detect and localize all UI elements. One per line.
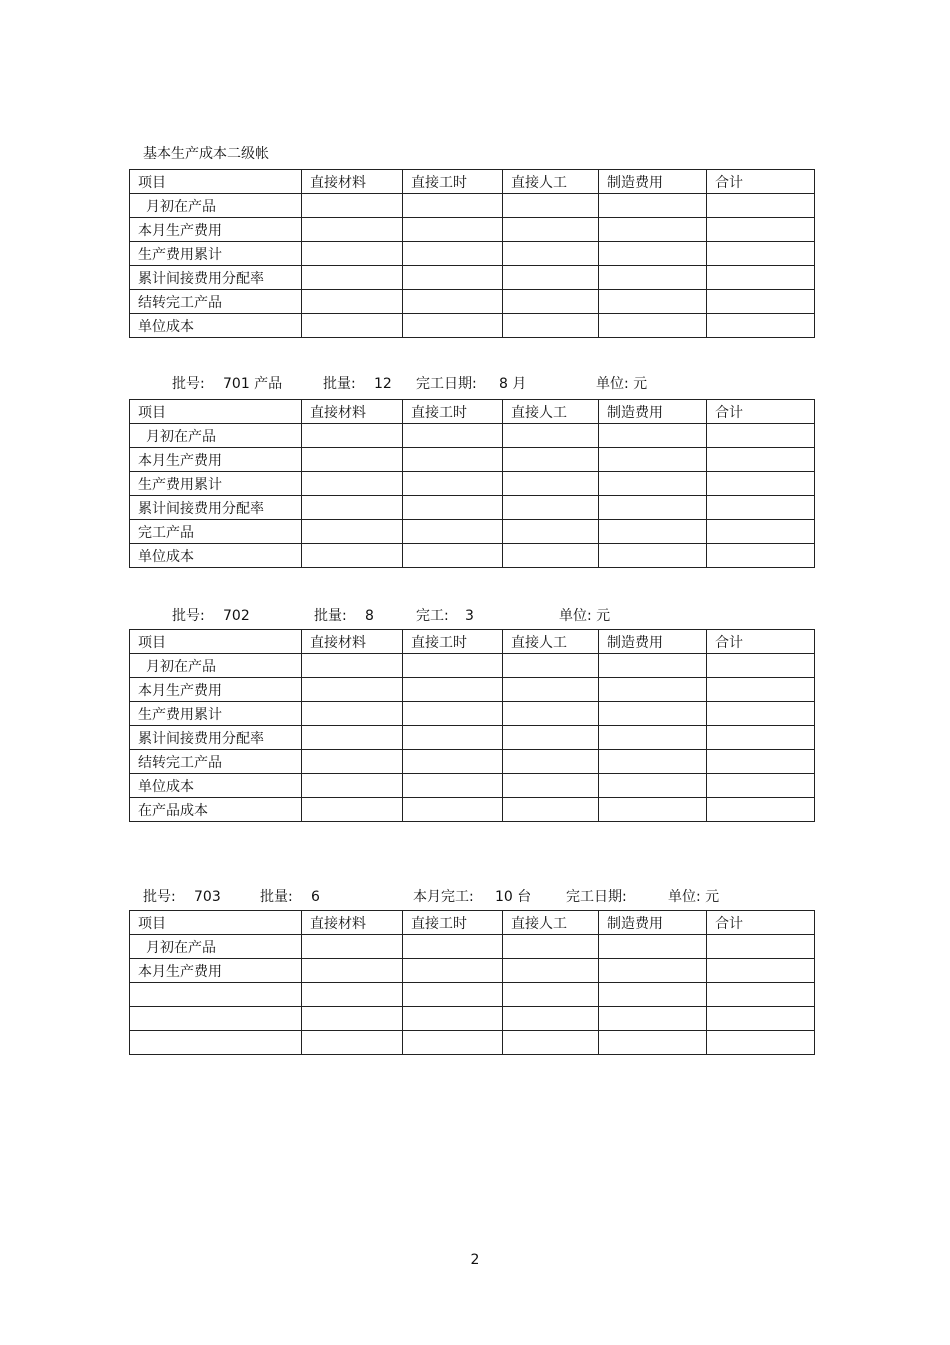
table-cell xyxy=(599,654,707,678)
table-cell xyxy=(599,726,707,750)
table-cell xyxy=(302,654,403,678)
table-cell xyxy=(599,218,707,242)
table-header-row xyxy=(130,400,815,424)
row-label: 结转完工产品 xyxy=(130,750,302,774)
table-row xyxy=(130,654,815,678)
section3-batch-label: 批号: xyxy=(172,608,205,624)
table-cell xyxy=(403,726,503,750)
table-cell xyxy=(302,472,403,496)
table-cell xyxy=(599,242,707,266)
table-cell xyxy=(302,194,403,218)
row-label: 累计间接费用分配率 xyxy=(130,726,302,750)
section3-qty-label: 批量: xyxy=(314,608,347,624)
row-label: 月初在产品 xyxy=(130,654,302,678)
row-label xyxy=(130,983,302,1007)
column-header: 制造费用 xyxy=(599,911,707,935)
column-header: 直接工时 xyxy=(403,400,503,424)
section2-date: 8 月 xyxy=(499,376,527,392)
column-header: 直接工时 xyxy=(403,170,503,194)
table-cell xyxy=(403,520,503,544)
table-cell xyxy=(503,496,599,520)
table-cell xyxy=(302,1031,403,1055)
table-cell xyxy=(302,520,403,544)
section2-date-label: 完工日期: xyxy=(416,376,477,392)
table-cell xyxy=(503,218,599,242)
section2-qty: 12 xyxy=(374,376,392,392)
table-cell xyxy=(302,290,403,314)
table-row xyxy=(130,496,815,520)
table-cell xyxy=(599,750,707,774)
table-cell xyxy=(503,472,599,496)
table-cell xyxy=(599,314,707,338)
table-cell xyxy=(302,983,403,1007)
table-cell xyxy=(503,194,599,218)
section3-qty: 8 xyxy=(365,608,374,624)
column-header: 制造费用 xyxy=(599,630,707,654)
table-cell xyxy=(503,774,599,798)
table-cell xyxy=(707,290,815,314)
table-cell xyxy=(403,798,503,822)
table-cell xyxy=(599,194,707,218)
table-cell xyxy=(503,798,599,822)
table-cell xyxy=(302,750,403,774)
section3-done-label: 完工: xyxy=(416,608,449,624)
row-label: 单位成本 xyxy=(130,314,302,338)
section1-table xyxy=(129,169,815,338)
table-cell xyxy=(503,1007,599,1031)
table-cell xyxy=(707,983,815,1007)
table-cell xyxy=(599,448,707,472)
table-cell xyxy=(707,654,815,678)
table-cell xyxy=(599,935,707,959)
table-cell xyxy=(302,496,403,520)
table-cell xyxy=(707,218,815,242)
table-cell xyxy=(503,678,599,702)
column-header: 项目 xyxy=(130,170,302,194)
table-cell xyxy=(302,935,403,959)
row-label: 累计间接费用分配率 xyxy=(130,266,302,290)
table-cell xyxy=(503,290,599,314)
table-row xyxy=(130,448,815,472)
section4-qty-label: 批量: xyxy=(260,889,293,905)
table-cell xyxy=(302,242,403,266)
table-cell xyxy=(707,959,815,983)
table-cell xyxy=(707,472,815,496)
table-cell xyxy=(403,1007,503,1031)
table-cell xyxy=(503,424,599,448)
table-cell xyxy=(503,983,599,1007)
table-row xyxy=(130,242,815,266)
table-header-row xyxy=(130,630,815,654)
row-label: 月初在产品 xyxy=(130,194,302,218)
column-header: 直接人工 xyxy=(503,630,599,654)
table-row xyxy=(130,424,815,448)
table-row xyxy=(130,1031,815,1055)
table-cell xyxy=(302,266,403,290)
table-cell xyxy=(302,1007,403,1031)
table-row xyxy=(130,935,815,959)
table-cell xyxy=(599,266,707,290)
table-cell xyxy=(599,544,707,568)
table-cell xyxy=(403,959,503,983)
column-header: 合计 xyxy=(707,400,815,424)
column-header: 直接人工 xyxy=(503,170,599,194)
table-cell xyxy=(599,798,707,822)
table-cell xyxy=(403,218,503,242)
table-cell xyxy=(503,654,599,678)
table-cell xyxy=(707,544,815,568)
section4-batch-no: 703 xyxy=(194,889,221,905)
section2-table xyxy=(129,399,815,568)
column-header: 合计 xyxy=(707,630,815,654)
column-header: 合计 xyxy=(707,911,815,935)
table-cell xyxy=(707,424,815,448)
row-label: 单位成本 xyxy=(130,544,302,568)
table-cell xyxy=(707,242,815,266)
table-cell xyxy=(403,702,503,726)
table-cell xyxy=(503,702,599,726)
row-label: 本月生产费用 xyxy=(130,678,302,702)
table-cell xyxy=(599,472,707,496)
table-cell xyxy=(302,314,403,338)
row-label: 月初在产品 xyxy=(130,424,302,448)
section3-batch-no: 702 xyxy=(223,608,250,624)
row-label: 在产品成本 xyxy=(130,798,302,822)
table-cell xyxy=(403,472,503,496)
table-cell xyxy=(403,774,503,798)
table-row xyxy=(130,726,815,750)
table-row xyxy=(130,218,815,242)
table-row xyxy=(130,1007,815,1031)
table-cell xyxy=(302,959,403,983)
column-header: 直接材料 xyxy=(302,400,403,424)
table-cell xyxy=(599,290,707,314)
section4-batch-label: 批号: xyxy=(143,889,176,905)
table-cell xyxy=(403,678,503,702)
column-header: 项目 xyxy=(130,911,302,935)
table-row xyxy=(130,750,815,774)
row-label xyxy=(130,1007,302,1031)
table-cell xyxy=(302,798,403,822)
table-cell xyxy=(707,798,815,822)
table-cell xyxy=(503,959,599,983)
table-cell xyxy=(503,750,599,774)
table-cell xyxy=(707,448,815,472)
table-cell xyxy=(503,1031,599,1055)
table-cell xyxy=(503,544,599,568)
table-cell xyxy=(403,935,503,959)
row-label: 累计间接费用分配率 xyxy=(130,496,302,520)
table-cell xyxy=(503,726,599,750)
table-cell xyxy=(707,1031,815,1055)
row-label: 本月生产费用 xyxy=(130,448,302,472)
column-header: 项目 xyxy=(130,630,302,654)
row-label: 本月生产费用 xyxy=(130,959,302,983)
table-cell xyxy=(599,983,707,1007)
table-row xyxy=(130,544,815,568)
table-cell xyxy=(599,774,707,798)
table-cell xyxy=(403,983,503,1007)
table-cell xyxy=(707,935,815,959)
table-cell xyxy=(707,726,815,750)
column-header: 直接材料 xyxy=(302,630,403,654)
section4-unit: 单位: 元 xyxy=(668,889,720,905)
row-label: 月初在产品 xyxy=(130,935,302,959)
table-row xyxy=(130,774,815,798)
table-cell xyxy=(302,448,403,472)
table-row xyxy=(130,290,815,314)
table-row xyxy=(130,959,815,983)
row-label: 完工产品 xyxy=(130,520,302,544)
table-cell xyxy=(599,1031,707,1055)
row-label: 生产费用累计 xyxy=(130,472,302,496)
table-row xyxy=(130,266,815,290)
section4-qty: 6 xyxy=(311,889,320,905)
table-cell xyxy=(707,314,815,338)
table-cell xyxy=(503,242,599,266)
section4-done-label: 本月完工: xyxy=(413,889,474,905)
table-cell xyxy=(707,266,815,290)
table-cell xyxy=(403,314,503,338)
table-cell xyxy=(403,266,503,290)
table-cell xyxy=(302,678,403,702)
table-cell xyxy=(403,448,503,472)
table-cell xyxy=(707,520,815,544)
page-number: 2 xyxy=(470,1252,480,1268)
table-cell xyxy=(599,1007,707,1031)
column-header: 合计 xyxy=(707,170,815,194)
column-header: 直接人工 xyxy=(503,911,599,935)
row-label: 生产费用累计 xyxy=(130,702,302,726)
table-cell xyxy=(302,218,403,242)
table-cell xyxy=(403,544,503,568)
column-header: 直接人工 xyxy=(503,400,599,424)
table-cell xyxy=(599,702,707,726)
table-row xyxy=(130,520,815,544)
table-row xyxy=(130,678,815,702)
column-header: 制造费用 xyxy=(599,400,707,424)
table-cell xyxy=(503,314,599,338)
table-row xyxy=(130,798,815,822)
section4-date-label: 完工日期: xyxy=(566,889,627,905)
table-row xyxy=(130,702,815,726)
table-cell xyxy=(403,290,503,314)
table-cell xyxy=(599,424,707,448)
section1-title-text: 基本生产成本二级帐 xyxy=(143,146,269,162)
table-cell xyxy=(403,1031,503,1055)
table-cell xyxy=(302,774,403,798)
table-cell xyxy=(403,654,503,678)
table-row xyxy=(130,472,815,496)
table-cell xyxy=(707,1007,815,1031)
section3-done: 3 xyxy=(465,608,474,624)
table-cell xyxy=(707,774,815,798)
table-cell xyxy=(302,702,403,726)
table-cell xyxy=(503,266,599,290)
column-header: 直接工时 xyxy=(403,911,503,935)
section2-unit: 单位: 元 xyxy=(596,376,648,392)
row-label: 结转完工产品 xyxy=(130,290,302,314)
row-label: 单位成本 xyxy=(130,774,302,798)
table-row xyxy=(130,983,815,1007)
table-cell xyxy=(302,424,403,448)
column-header: 直接材料 xyxy=(302,170,403,194)
table-cell xyxy=(403,424,503,448)
table-cell xyxy=(707,194,815,218)
table-cell xyxy=(503,520,599,544)
table-cell xyxy=(599,496,707,520)
table-header-row xyxy=(130,911,815,935)
section3-unit: 单位: 元 xyxy=(559,608,611,624)
table-cell xyxy=(302,544,403,568)
table-cell xyxy=(403,750,503,774)
table-cell xyxy=(403,242,503,266)
table-row xyxy=(130,194,815,218)
table-cell xyxy=(403,194,503,218)
table-cell xyxy=(302,726,403,750)
row-label xyxy=(130,1031,302,1055)
column-header: 直接材料 xyxy=(302,911,403,935)
table-cell xyxy=(707,702,815,726)
table-cell xyxy=(707,496,815,520)
table-cell xyxy=(503,448,599,472)
table-cell xyxy=(599,520,707,544)
section2-batch-no: 701 产品 xyxy=(223,376,283,392)
table-cell xyxy=(403,496,503,520)
table-cell xyxy=(599,959,707,983)
section2-qty-label: 批量: xyxy=(323,376,356,392)
table-cell xyxy=(599,678,707,702)
column-header: 项目 xyxy=(130,400,302,424)
section4-table xyxy=(129,910,815,1055)
table-row xyxy=(130,314,815,338)
section3-table xyxy=(129,629,815,822)
table-header-row xyxy=(130,170,815,194)
table-cell xyxy=(503,935,599,959)
section2-batch-label: 批号: xyxy=(172,376,205,392)
table-cell xyxy=(707,678,815,702)
column-header: 制造费用 xyxy=(599,170,707,194)
column-header: 直接工时 xyxy=(403,630,503,654)
table-cell xyxy=(707,750,815,774)
section4-done: 10 台 xyxy=(495,889,532,905)
row-label: 生产费用累计 xyxy=(130,242,302,266)
row-label: 本月生产费用 xyxy=(130,218,302,242)
